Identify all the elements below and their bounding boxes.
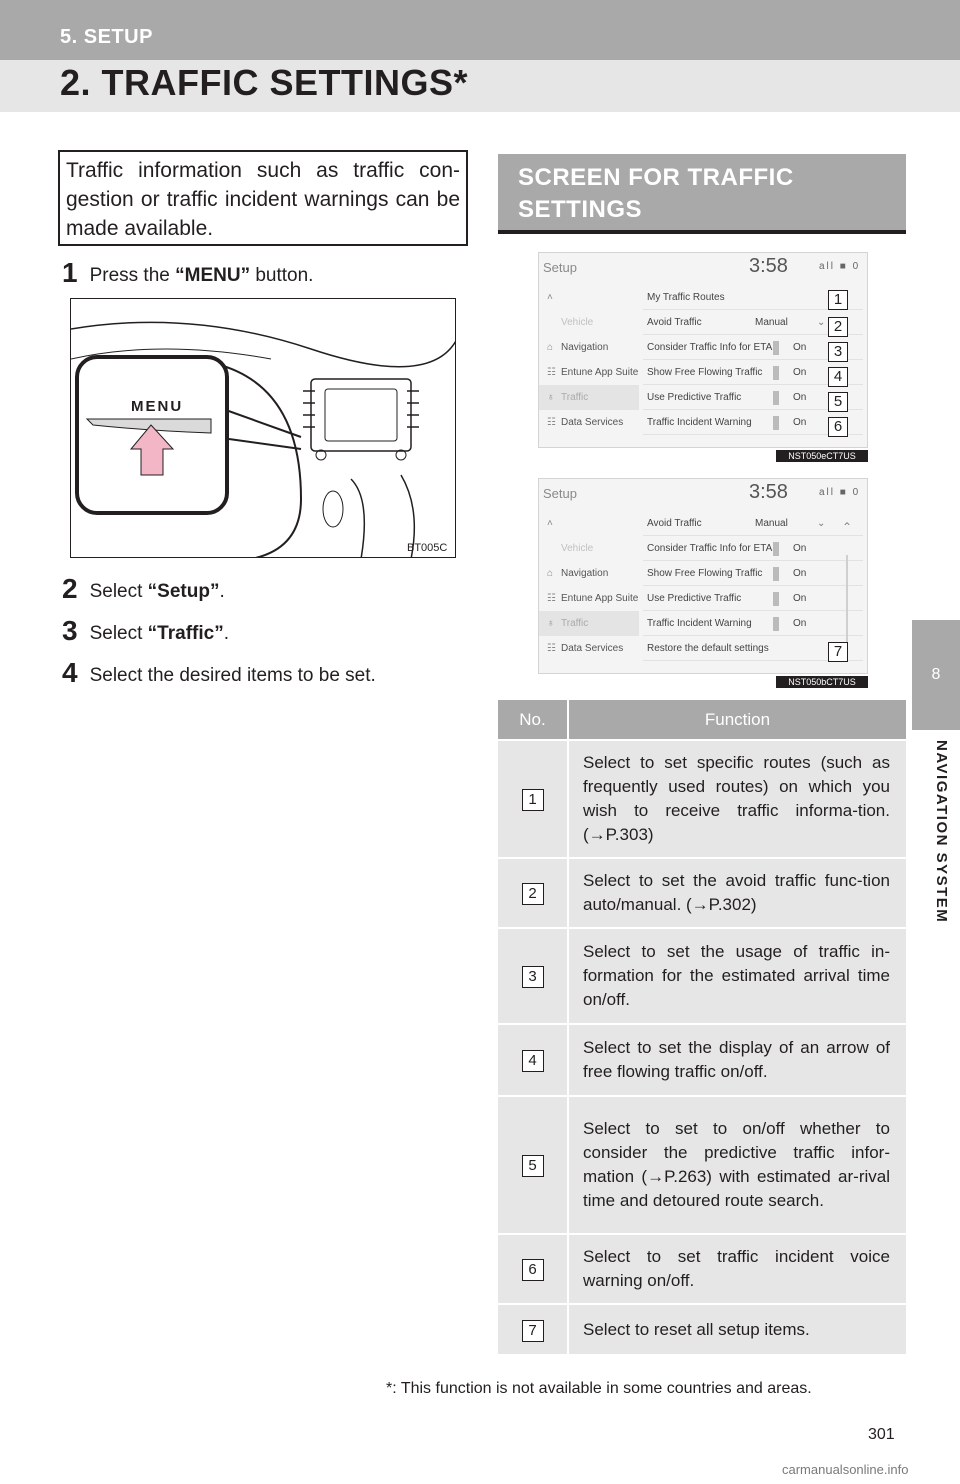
- nav-item-vehicle[interactable]: Vehicle: [561, 543, 594, 554]
- data-icon: ☷: [547, 417, 556, 428]
- footnote: *: This function is not available in some countries and areas.: [386, 1380, 812, 1397]
- callout-6: 6: [828, 417, 848, 437]
- table-row: [498, 740, 906, 858]
- table-row: [498, 1234, 906, 1304]
- row-function-text: Select to reset all setup items.: [568, 1304, 906, 1354]
- navigation-icon: ⌂: [547, 342, 554, 353]
- status-icons: all ■ 0: [819, 261, 861, 272]
- setting-avoid-traffic[interactable]: Avoid Traffic Manual ⌄: [643, 310, 863, 335]
- apps-icon: ☷: [547, 367, 556, 378]
- setting-avoid-traffic[interactable]: Avoid Traffic Manual ⌄: [643, 511, 863, 536]
- section-heading: SCREEN FOR TRAFFIC SETTINGS: [498, 154, 906, 234]
- row-number-box: 7: [522, 1320, 544, 1342]
- table-row: [498, 928, 906, 1024]
- row-number-box: 6: [522, 1259, 544, 1281]
- screen-code-2: NST050bCT7US: [776, 676, 868, 688]
- setting-free-flowing[interactable]: Show Free Flowing Traffic On: [643, 360, 863, 385]
- status-icons: all ■ 0: [819, 487, 861, 498]
- row-function-text: Select to set the usage of traffic in-formation for the estimated arrival time on/off.: [568, 928, 906, 1024]
- intro-box: Traffic information such as traffic con-gestion or traffic incident warnings can be made available.: [58, 150, 468, 246]
- chapter-tab-label: NAVIGATION SYSTEM: [933, 740, 950, 924]
- page-number: 301: [868, 1426, 895, 1443]
- navigation-icon: ⌂: [547, 568, 554, 579]
- screen-clock: 3:58: [749, 481, 788, 503]
- screen-code-1: NST050eCT7US: [776, 450, 868, 462]
- toggle-indicator: [773, 391, 779, 405]
- nav-item-data-services[interactable]: ☷ Data Services: [539, 410, 639, 435]
- watermark: carmanualsonline.info: [782, 1462, 909, 1477]
- step-text-bold: “Setup”: [147, 581, 220, 602]
- row-number-box: 1: [522, 789, 544, 811]
- dashboard-drawing: [71, 299, 456, 558]
- function-table: [498, 700, 906, 1354]
- nav-item-traffic[interactable]: ♁ Traffic: [539, 611, 639, 636]
- table-row: [498, 1304, 906, 1354]
- column-header-function: Function: [568, 700, 906, 740]
- setup-screen-2: [538, 478, 868, 674]
- step-2: [62, 572, 225, 604]
- traffic-icon: ♁: [547, 392, 555, 403]
- row-function-text: Select to set the display of an arrow of free flowing traffic on/off.: [568, 1024, 906, 1096]
- callout-3: 3: [828, 342, 848, 362]
- scroll-up-icon[interactable]: ⌃: [842, 520, 853, 534]
- callout-4: 4: [828, 367, 848, 387]
- callout-5: 5: [828, 392, 848, 412]
- setup-screen-1: [538, 252, 868, 448]
- data-icon: ☷: [547, 643, 556, 654]
- row-function-text: Select to set traffic incident voice warning on/off.: [568, 1234, 906, 1304]
- step-4: [62, 656, 376, 688]
- row-number-box: 4: [522, 1050, 544, 1072]
- toggle-indicator: [773, 617, 779, 631]
- scrollbar[interactable]: [846, 555, 848, 645]
- nav-up-button[interactable]: [539, 285, 639, 310]
- column-header-no: No.: [498, 700, 568, 740]
- table-row: [498, 1024, 906, 1096]
- step-number: 3: [62, 615, 78, 646]
- step-text-pre: Select: [89, 581, 148, 602]
- nav-item-vehicle[interactable]: Vehicle: [561, 317, 594, 328]
- nav-item-data-services[interactable]: ☷ Data Services: [539, 636, 639, 661]
- screen-nav: [539, 285, 639, 435]
- chevron-down-icon: ⌄: [817, 518, 826, 529]
- setting-consider-eta[interactable]: Consider Traffic Info for ETA On: [643, 536, 863, 561]
- table-header-row: [498, 700, 906, 740]
- setting-consider-eta[interactable]: Consider Traffic Info for ETA On: [643, 335, 863, 360]
- setting-free-flowing[interactable]: Show Free Flowing Traffic On: [643, 561, 863, 586]
- setting-restore-defaults[interactable]: Restore the default settings: [643, 636, 863, 661]
- step-number: 2: [62, 573, 78, 604]
- table-row: [498, 1096, 906, 1234]
- page-header: [0, 0, 960, 112]
- step-3: [62, 614, 229, 646]
- step-text-post: button.: [250, 265, 314, 286]
- setting-incident-warning[interactable]: Traffic Incident Warning On: [643, 410, 863, 435]
- section-label: 5. SETUP: [60, 26, 153, 48]
- step-text-post: .: [219, 581, 225, 602]
- screen-nav: [539, 511, 639, 661]
- nav-item-entune[interactable]: ☷ Entune App Suite: [539, 360, 639, 385]
- chevron-up-icon: ˄: [547, 292, 553, 303]
- screen-title: Setup: [543, 260, 577, 275]
- row-function-text: Select to set the avoid traffic func-tion auto/manual. (→P.302): [568, 858, 906, 928]
- nav-item-entune[interactable]: ☷ Entune App Suite: [539, 586, 639, 611]
- row-number-box: 2: [522, 883, 544, 905]
- setting-incident-warning[interactable]: Traffic Incident Warning On: [643, 611, 863, 636]
- nav-item-navigation[interactable]: ⌂ Navigation: [539, 335, 639, 360]
- table-row: [498, 858, 906, 928]
- setting-predictive-traffic[interactable]: Use Predictive Traffic On: [643, 586, 863, 611]
- toggle-indicator: [773, 341, 779, 355]
- step-number: 4: [62, 657, 78, 688]
- toggle-indicator: [773, 542, 779, 556]
- callout-7: 7: [828, 642, 848, 662]
- step-text-post: .: [223, 623, 229, 644]
- illustration-code: BT005C: [407, 542, 448, 554]
- step-1: [62, 256, 313, 288]
- step-text-pre: Select the desired items to be set.: [89, 665, 376, 686]
- screen-title: Setup: [543, 486, 577, 501]
- chevron-down-icon: ⌄: [817, 317, 826, 328]
- chevron-up-icon: ˄: [547, 518, 553, 529]
- screen-header: [539, 479, 867, 511]
- nav-item-traffic[interactable]: ♁ Traffic: [539, 385, 639, 410]
- row-function-text: Select to set to on/off whether to consider the predictive traffic infor-mation (→P.263) with estimated ar-rival time and detoured route search.: [568, 1096, 906, 1234]
- step-text-bold: “Traffic”: [147, 623, 224, 644]
- screen-header: [539, 253, 867, 285]
- toggle-indicator: [773, 592, 779, 606]
- nav-up-button[interactable]: [539, 511, 639, 536]
- toggle-indicator: [773, 416, 779, 430]
- setting-my-traffic-routes[interactable]: My Traffic Routes: [643, 285, 863, 310]
- page-title: 2. TRAFFIC SETTINGS*: [60, 62, 469, 103]
- step-text-bold: “MENU”: [175, 265, 251, 286]
- row-function-text: Select to set specific routes (such as frequently used routes) on which you wish to receive traffic informa-tion. (→P.303): [568, 740, 906, 858]
- chapter-tab-number: 8: [912, 620, 960, 730]
- traffic-icon: ♁: [547, 618, 555, 629]
- step-number: 1: [62, 257, 78, 288]
- row-number-box: 5: [522, 1155, 544, 1177]
- row-number-box: 3: [522, 966, 544, 988]
- callout-1: 1: [828, 290, 848, 310]
- screen-clock: 3:58: [749, 255, 788, 277]
- setting-predictive-traffic[interactable]: Use Predictive Traffic On: [643, 385, 863, 410]
- step-text-pre: Select: [89, 623, 148, 644]
- step-text-pre: Press the: [89, 265, 176, 286]
- nav-item-navigation[interactable]: ⌂ Navigation: [539, 561, 639, 586]
- toggle-indicator: [773, 567, 779, 581]
- toggle-indicator: [773, 366, 779, 380]
- dashboard-illustration: [70, 298, 456, 558]
- screen-settings-list: [643, 511, 863, 661]
- menu-button-label: MENU: [131, 398, 184, 415]
- callout-2: 2: [828, 317, 848, 337]
- apps-icon: ☷: [547, 593, 556, 604]
